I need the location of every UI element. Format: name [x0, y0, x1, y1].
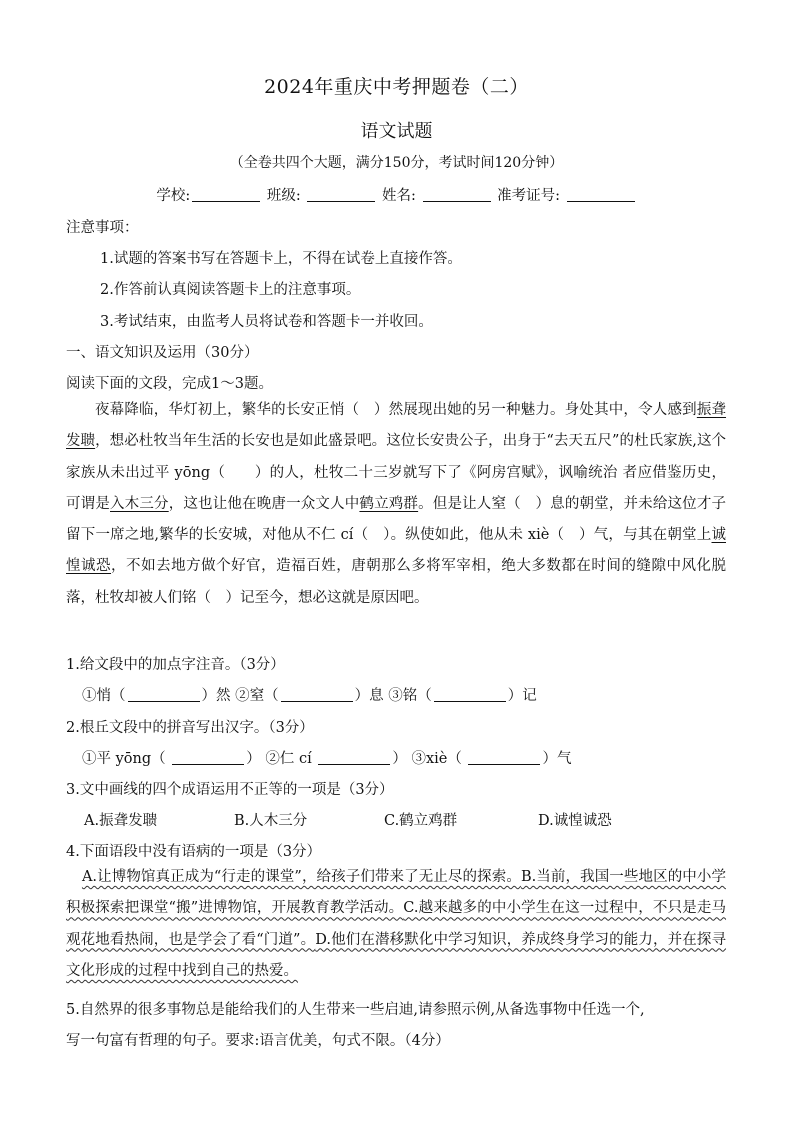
q2-item-3-label: ） ③xiè（: [392, 751, 462, 767]
exam-subtitle: 语文试题: [360, 121, 433, 142]
notice-heading: 注意事项：: [66, 220, 139, 236]
q3-option-d[interactable]: D.诚惶诚恐: [538, 813, 612, 829]
q2-answers: [82, 747, 571, 768]
q1-answers: [82, 684, 537, 705]
q2-blank-1[interactable]: [172, 750, 244, 765]
reading-passage: [66, 395, 726, 614]
passage-text-3: ，这也让他在晚唐一众文人中: [168, 495, 360, 512]
passage-text-1: 夜幕降临，华灯初上，繁华的长安正悄（ ）然展现出她的另一种魅力。身处其中，令人感到: [95, 402, 697, 418]
q1-item-2-label: ）然 ②窒（: [201, 688, 279, 704]
q3-option-b[interactable]: B.人木三分: [234, 813, 308, 829]
q1-stem: 1.给文段中的加点字注音。（3分）: [66, 657, 285, 673]
notice-item-3: 3.考试结束，由监考人员将试卷和答题卡一并收回。: [100, 314, 433, 330]
class-label: 班级:: [266, 188, 301, 204]
passage-idiom-1: 振聋发聩: [66, 402, 727, 450]
q1-item-1-label: ①悄（: [82, 688, 126, 704]
q5-stem-line-2: 写一句富有哲理的句子。要求:语言优美，句式不限。（4分）: [66, 1033, 450, 1049]
passage-idiom-3: 鹤立鸡群: [359, 495, 419, 512]
q2-item-2-label: ） ②仁 cí: [246, 751, 312, 767]
q4-option-b[interactable]: B.当前，我国一些地区的中小学积极探索把课堂“搬”进博物馆，开展教育教学活动。: [66, 869, 726, 917]
q4-option-c[interactable]: C.越来越多的中小学生在这一过程中，不只是走马观花地看热闹，也是学会了看“门道”。: [66, 900, 727, 948]
q3-option-a[interactable]: A.振聋发聩: [84, 813, 158, 829]
q2-item-end: ）气: [542, 751, 572, 767]
q1-blank-2[interactable]: [281, 687, 353, 702]
notice-item-2: 2.作答前认真阅读答题卡上的注意事项。: [100, 282, 361, 298]
q2-blank-2[interactable]: [318, 750, 390, 765]
student-info-line: [0, 184, 793, 205]
q2-stem: 2.根丘文段中的拼音写出汉字。（3分）: [66, 720, 314, 736]
q5-stem-line-1: 5.自然界的很多事物总是能给我们的人生带来一些启迪,请参照示例,从备选事物中任选一个,: [66, 1002, 645, 1018]
q1-blank-1[interactable]: [128, 687, 200, 702]
q2-item-1-label: ①平 yōng（: [82, 751, 166, 767]
name-blank[interactable]: [423, 187, 491, 202]
q3-option-c[interactable]: C.鹤立鸡群: [384, 813, 458, 829]
class-blank[interactable]: [307, 187, 375, 202]
exam-title: 2024年重庆中考押题卷（二）: [264, 76, 529, 98]
section-1-heading: 一、语文知识及运用（30分）: [66, 345, 259, 361]
q4-option-a[interactable]: A.让博物馆真正成为“行走的课堂”，给孩子们带来了无止尽的探索。: [81, 869, 521, 885]
passage-text-5: ，不如去地方做个好官，造福百姓，唐朝那么多将军宰相，绝大多数都在时间的缝隙中风化脱落，杜牧却被人们铭（ ）记至今，想必这就是原因吧。: [66, 558, 727, 606]
section-1-instruction: 阅读下面的文段，完成1～3题。: [66, 376, 273, 392]
name-label: 姓名:: [382, 188, 416, 204]
q1-blank-3[interactable]: [434, 687, 506, 702]
passage-idiom-4: 诚惶诚恐: [66, 527, 726, 575]
q3-stem: 3.文中画线的四个成语运用不正等的一项是（3分）: [66, 782, 394, 798]
q1-item-end: ）记: [507, 688, 537, 704]
passage-text-4: 。但是让人窒（ ）息的朝堂，并未给这位才子留下一席之地,繁华的长安城，对他从不仁 cí（ ）。纵使如此，他从未 xiè（ ）气，与其在朝堂上: [66, 495, 727, 544]
passage-text-2: ，想必杜牧当年生活的长安也是如此盛景吧。这位长安贵公子，出身于“去天五尺”的杜氏家族,这个家族从未出过平 yōng（ ）的人，杜牧二十三岁就写下了《阿房宫赋》，讽喻统治 者应借鉴历史，可谓是: [66, 433, 727, 512]
q1-item-3-label: ）息 ③铭（: [354, 688, 432, 704]
exam-no-label: 准考证号:: [497, 188, 560, 204]
exam-note: （全卷共四个大题，满分150分，考试时间120分钟）: [229, 155, 564, 171]
q2-blank-3[interactable]: [468, 750, 540, 765]
q4-stem: 4.下面语段中没有语病的一项是（3分）: [66, 844, 322, 860]
q4-option-d[interactable]: D.他们在潜移默化中学习知识，养成终身学习的能力，并在探寻文化形成的过程中找到自己的热爱。: [66, 931, 727, 979]
passage-idiom-2: 入木三分: [110, 495, 169, 512]
exam-no-blank[interactable]: [567, 187, 635, 202]
q4-passage: [66, 862, 726, 987]
notice-item-1: 1.试题的答案书写在答题卡上，不得在试卷上直接作答。: [100, 251, 462, 267]
school-label: 学校:: [156, 188, 191, 204]
school-blank[interactable]: [192, 187, 260, 202]
